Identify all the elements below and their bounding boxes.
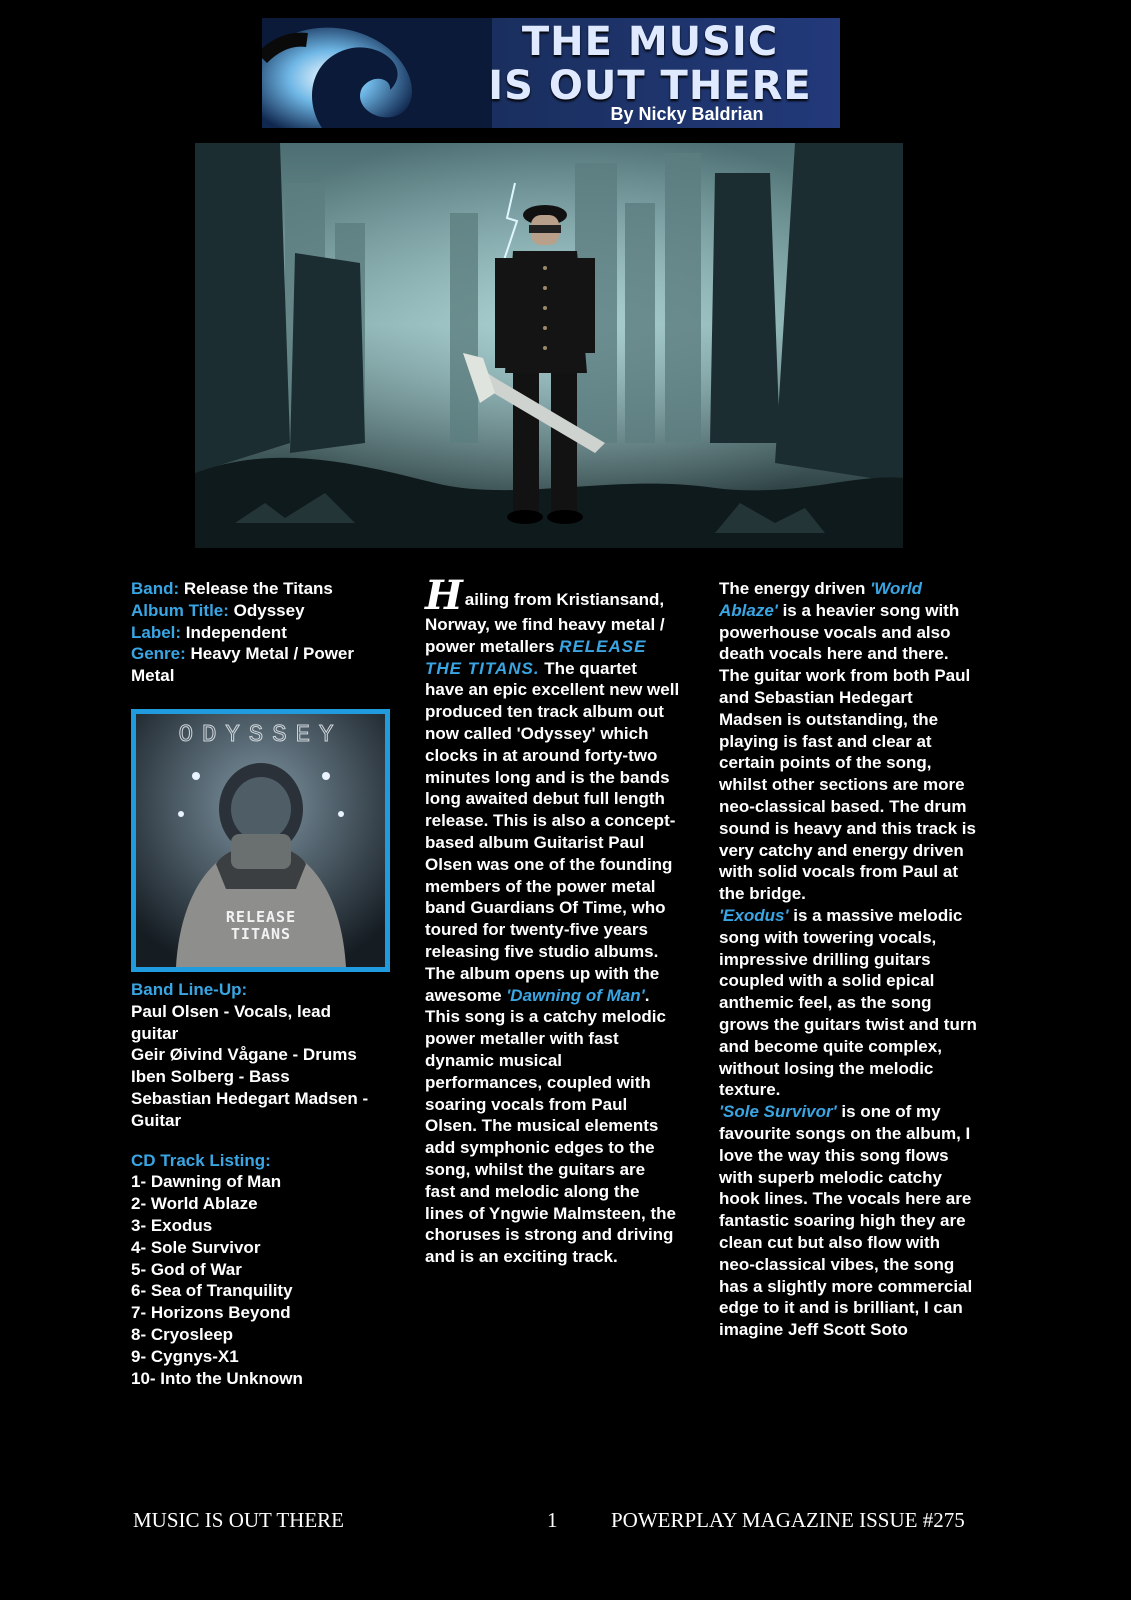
track-item: 4- Sole Survivor — [131, 1237, 261, 1257]
paragraph-text: . This song is a catchy melodic power metaller with fast dynamic musical performances, coupled with soaring vocals from Paul Olsen. The musical elements add symphonic edges to the song, whilst the guitars are fast and melodic along the lines of Yngwie Malmsteen, the choruses is strong and driving and is an exciting track. — [425, 985, 676, 1267]
banner-title-line-1: THE MUSIC — [521, 19, 779, 65]
article-column-2 — [425, 572, 680, 1268]
lineup-member: Paul Olsen - Vocals, lead guitar — [131, 1001, 331, 1043]
album-cover — [131, 709, 390, 972]
article-paragraph-4 — [719, 905, 979, 1101]
footer-section-title: MUSIC IS OUT THERE — [133, 1508, 344, 1532]
wave-image — [262, 18, 492, 128]
band-value: Release the Titans — [183, 579, 333, 598]
label-info-row — [131, 622, 401, 644]
hero-image — [195, 143, 903, 548]
track-listing-heading: CD Track Listing: — [131, 1150, 271, 1170]
label-value: Independent — [185, 622, 287, 642]
track-item: 1- Dawning of Man — [131, 1172, 282, 1192]
band-name-highlight: RELEASE THE TITANS. — [425, 636, 647, 678]
cover-logo-line-2: TITANS — [230, 925, 292, 943]
cover-logo-line-1: RELEASE — [225, 908, 297, 926]
track-item: 9- Cygnys-X1 — [131, 1346, 239, 1366]
song-title: 'Sole Survivor' — [719, 1102, 837, 1122]
paragraph-text: is one of my favourite songs on the album, I love the way this song flows with superb melodic catchy hook lines. The vocals here are fantastic soaring high they are clean cut but also flow with neo-classical vibes, the song has a slightly more commercial edge to it and is brilliant, I can imagine Jeff Scott Soto — [719, 1102, 973, 1340]
track-item: 7- Horizons Beyond — [131, 1303, 291, 1323]
album-title-value: Odyssey — [233, 600, 305, 620]
track-item: 2- World Ablaze — [131, 1194, 258, 1214]
band-info-row — [131, 578, 401, 600]
paragraph-text: is a massive melodic song with towering vocals, impressive drilling guitars coupled with a solid epical anthemic feel, as the song grows the guitars twist and turn and become quite complex, without losing the melodic texture. — [719, 905, 977, 1100]
lineup-member: Geir Øivind Vågane - Drums — [131, 1045, 357, 1065]
label-label: Label: — [131, 622, 182, 642]
song-title: 'Dawning of Man' — [506, 985, 645, 1005]
album-title-label: Album Title: — [131, 600, 229, 620]
track-item: 3- Exodus — [131, 1215, 213, 1235]
album-info-row — [131, 600, 401, 622]
genre-label: Genre: — [131, 644, 186, 664]
article-paragraph-1 — [425, 572, 680, 963]
byline: By Nicky Baldrian — [610, 104, 764, 124]
paragraph-text: The energy driven — [719, 579, 871, 598]
header-banner — [262, 18, 840, 128]
banner-title — [470, 20, 830, 108]
banner-title-line-2: IS OUT THERE — [488, 63, 812, 109]
info-column — [131, 578, 401, 687]
lineup-member: Iben Solberg - Bass — [131, 1067, 290, 1087]
article-paragraph-3 — [719, 578, 979, 905]
band-label: Band: — [131, 579, 180, 598]
cover-title: ODYSSEY — [178, 722, 343, 749]
paragraph-text: ailing from Kristiansand, Norway, we find heavy metal / power metallers — [425, 590, 665, 656]
track-item: 8- Cryosleep — [131, 1324, 234, 1344]
paragraph-text: The quartet have an epic excellent new well produced ten track album out now called 'Odyssey' which clocks in at around forty-two minutes long and is the bands long awaited debut full length release. This is also a concept-based album Guitarist Paul Olsen was one of the founding members of the power metal band Guardians Of Time, who toured for twenty-five years releasing five studio albums. — [425, 658, 680, 961]
drop-cap: H — [425, 572, 463, 619]
footer-magazine-issue: POWERPLAY MAGAZINE ISSUE #275 — [611, 1508, 965, 1532]
article-column-3 — [719, 578, 979, 1341]
genre-info-row — [131, 643, 401, 687]
cover-band-logo — [216, 909, 306, 943]
song-title: 'World Ablaze' — [719, 579, 923, 620]
song-title: 'Exodus' — [719, 905, 789, 925]
paragraph-text: The album opens up with the awesome — [425, 963, 660, 1005]
page-number: 1 — [547, 1508, 558, 1532]
paragraph-text: is a heavier song with powerhouse vocals and also death vocals here and there. The guitar work from both Paul and Sebastian Hedegart Madsen is outstanding, the playing is fast and clear at certain points of the song, whilst other sections are more neo-classical based. The drum sound is heavy and this track is very catchy and energy driven with solid vocals from Paul at the bridge. — [719, 600, 976, 904]
track-item: 10- Into the Unknown — [131, 1368, 303, 1388]
track-item: 6- Sea of Tranquility — [131, 1281, 293, 1301]
article-paragraph-5 — [719, 1101, 979, 1341]
lineup-member: Sebastian Hedegart Madsen - Guitar — [131, 1088, 369, 1130]
track-item: 5- God of War — [131, 1259, 242, 1279]
genre-value: Heavy Metal / Power Metal — [131, 644, 354, 686]
article-paragraph-2 — [425, 963, 680, 1268]
lineup-heading: Band Line-Up: — [131, 980, 248, 999]
lineup-and-tracks — [131, 979, 371, 1389]
